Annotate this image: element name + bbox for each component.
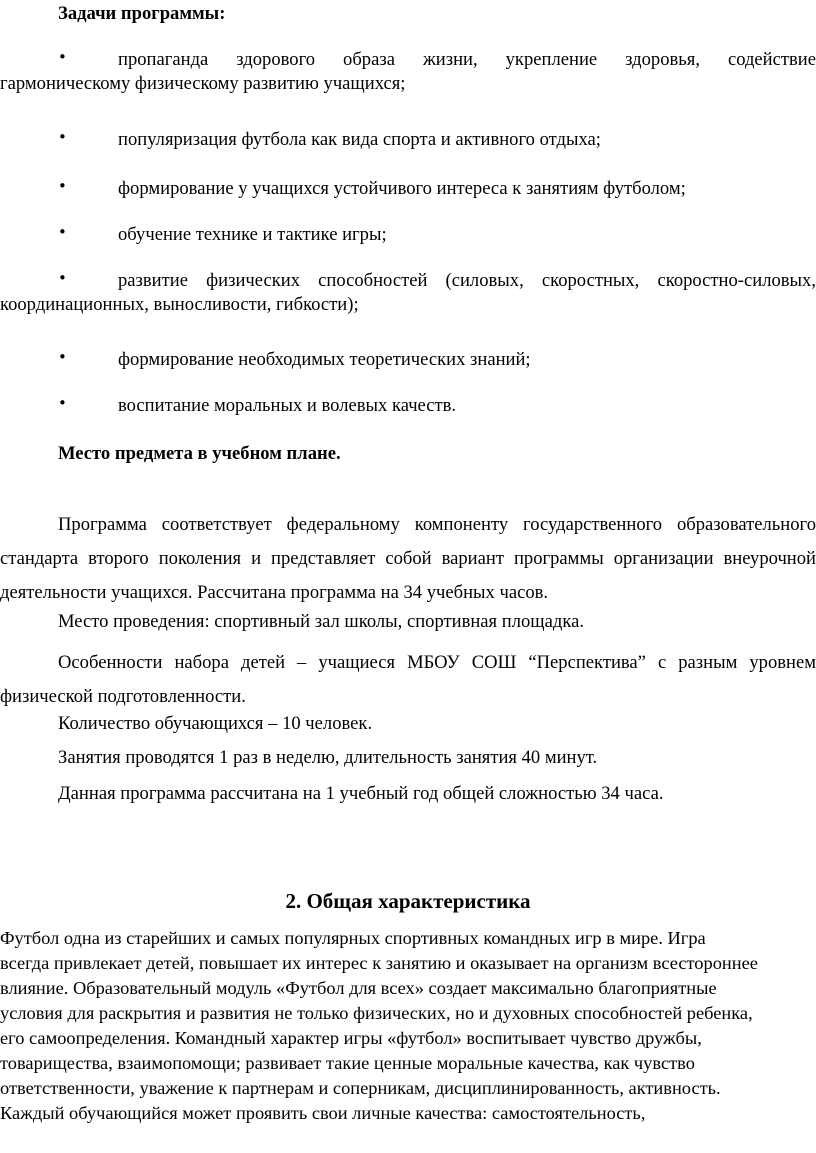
list-item (0, 348, 816, 372)
bullet-icon: • (58, 348, 67, 366)
tasks-heading: Задачи программы: (58, 3, 226, 24)
list-item-text: развитие физических способностей (силовых, скоростных, скоростно-силовых, (118, 270, 816, 291)
paragraph-line: Футбол одна из старейших и самых популярных спортивных командных игр в мире. Игра (0, 928, 706, 948)
list-item-text: формирование необходимых теоретических знаний; (118, 349, 531, 370)
list-item-text: обучение технике и тактике игры; (118, 224, 387, 245)
list-item (0, 128, 816, 152)
bullet-icon: • (58, 177, 67, 195)
list-item-text: популяризация футбола как вида спорта и активного отдыха; (118, 129, 601, 150)
duration-line: Данная программа рассчитана на 1 учебный год общей сложностью 34 часа. (58, 783, 664, 804)
paragraph-line: условия для раскрытия и развития не только физических, но и духовных способностей ребенка, (0, 1003, 753, 1023)
list-item (0, 177, 816, 201)
paragraph-line: Программа соответствует федеральному компоненту государственного образовательного (58, 514, 816, 535)
list-item-continuation: гармоническому физическому развитию учащихся; (0, 73, 406, 95)
bullet-icon: • (58, 269, 67, 287)
list-item-continuation: координационных, выносливости, гибкости); (0, 294, 359, 316)
paragraph-line: физической подготовленности. (0, 686, 246, 707)
bullet-icon: • (58, 128, 67, 146)
bullet-icon: • (58, 48, 67, 66)
paragraph-line: стандарта второго поколения и представляет собой вариант программы организации внеурочной (0, 548, 816, 569)
list-item (0, 394, 816, 418)
paragraph-line: Особенности набора детей – учащиеся МБОУ СОШ “Перспектива” с разным уровнем (58, 652, 816, 673)
paragraph-line: его самоопределения. Командный характер игры «футбол» воспитывает чувство дружбы, (0, 1028, 702, 1048)
bullet-icon: • (58, 394, 67, 412)
paragraph-line: влияние. Образовательный модуль «Футбол для всех» создает максимально благоприятные (0, 978, 717, 998)
list-item (0, 223, 816, 247)
paragraph-line: товарищества, взаимопомощи; развивает такие ценные моральные качества, как чувство (0, 1053, 695, 1073)
recruit-paragraph (0, 646, 816, 714)
program-paragraph (0, 508, 816, 610)
paragraph-line: деятельности учащихся. Рассчитана программа на 34 учебных часов. (0, 582, 549, 603)
general-characteristics-text (0, 926, 816, 1126)
section-title: 2. Общая характеристика (285, 889, 531, 913)
list-item (0, 269, 816, 317)
list-item-text: пропаганда здорового образа жизни, укрепление здоровья, содействие (118, 49, 816, 70)
section-heading-place: Место предмета в учебном плане. (58, 443, 341, 464)
list-item-text: формирование у учащихся устойчивого интереса к занятиям футболом; (118, 178, 686, 199)
venue-line: Место проведения: спортивный зал школы, спортивная площадка. (58, 611, 584, 632)
list-item-text: воспитание моральных и волевых качеств. (118, 395, 457, 416)
list-item (0, 48, 816, 96)
paragraph-line: ответственности, уважение к партнерам и соперникам, дисциплинированность, активность. (0, 1078, 721, 1098)
bullet-icon: • (58, 223, 67, 241)
paragraph-line: Каждый обучающийся может проявить свои личные качества: самостоятельность, (0, 1103, 646, 1123)
count-line: Количество обучающихся – 10 человек. (58, 713, 373, 734)
schedule-line: Занятия проводятся 1 раз в неделю, длительность занятия 40 минут. (58, 747, 598, 768)
paragraph-line: всегда привлекает детей, повышает их интерес к занятию и оказывает на организм всестороннее (0, 953, 758, 973)
